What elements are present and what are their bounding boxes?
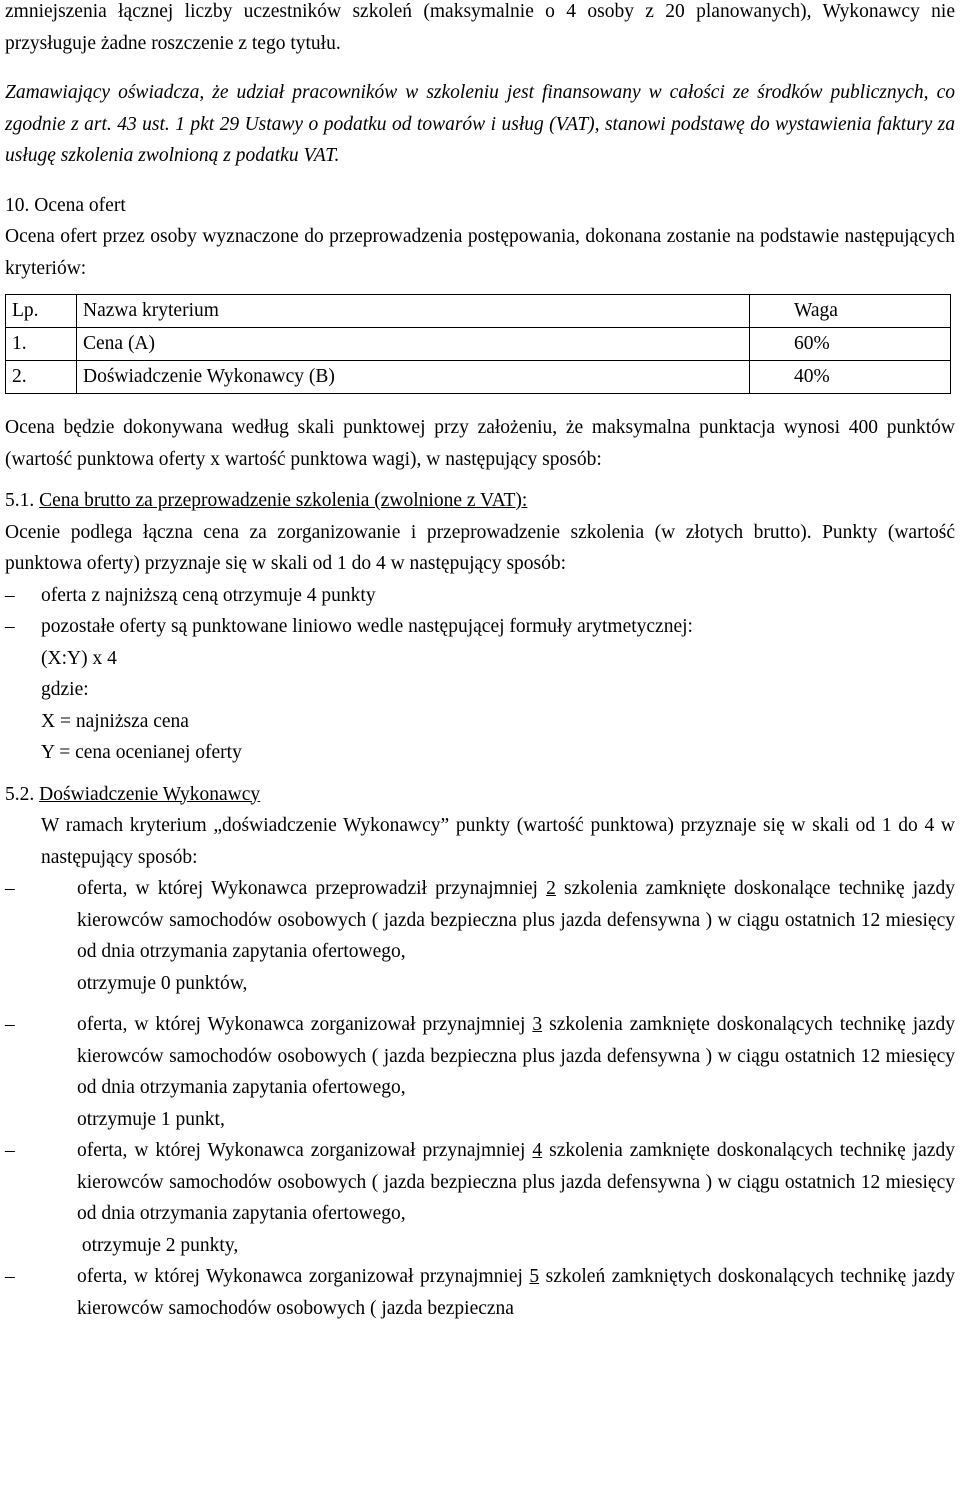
table-cell: 40% — [750, 361, 951, 394]
paragraph-criteria-intro: Ocena ofert przez osoby wyznaczone do przeprowadzenia postępowania, dokonana zostanie na podstawie następujących kryteriów: — [5, 226, 955, 279]
list-item — [5, 611, 955, 643]
list-item-result: otrzymuje 0 punktów, — [77, 972, 248, 994]
list-item — [5, 1009, 955, 1135]
dash-bullet: – — [5, 1014, 15, 1035]
table-header-cell: Lp. — [6, 295, 77, 328]
section-heading-ocena-ofert: 10. Ocena ofert — [5, 194, 126, 216]
list-item-text: oferta z najniższą ceną otrzymuje 4 punkty — [41, 584, 376, 606]
paragraph-scoring: Ocena będzie dokonywana według skali punktowej przy założeniu, że maksymalna punktacja wynosi 400 punktów (wartość punktowa oferty x wartość punktowa wagi), w następujący sposób: — [5, 417, 955, 470]
paragraph-price-rules: Ocenie podlega łączna cena za zorganizowanie i przeprowadzenie szkolenia (w złotych brutto). Punkty (wartość punktowa oferty) przyznaje się w skali od 1 do 4 w następujący sposób: — [5, 521, 955, 574]
count-value: 5 — [529, 1266, 540, 1287]
table-header-cell: Nazwa kryterium — [77, 295, 750, 328]
table-row — [6, 328, 951, 361]
dash-bullet: – — [5, 584, 15, 606]
list-item-text: oferta, w której Wykonawca zorganizował przynajmniej 4 szkolenia zamknięte doskonalących technikę jazdy kierowców samochodów osobowych ( jazda bezpieczna plus jazda defensywna ) w ciągu ostatnich 12 miesięcy od dnia otrzymania zapytania ofertowego, — [77, 1140, 955, 1224]
formula-line: Y = cena ocenianej oferty — [41, 742, 242, 763]
count-value: 4 — [532, 1140, 543, 1161]
subsection-number: 5.2. — [5, 783, 35, 805]
list-item-text: oferta, w której Wykonawca zorganizował przynajmniej 3 szkolenia zamknięte doskonalących technikę jazdy kierowców samochodów osobowych ( jazda bezpieczna plus jazda defensywna ) w ciągu ostatnich 12 miesięcy od dnia otrzymania zapytania ofertowego, — [77, 1014, 955, 1098]
formula-line: gdzie: — [41, 679, 89, 700]
subsection-heading-price — [5, 485, 955, 517]
list-item-text: oferta, w której Wykonawca przeprowadził przynajmniej 2 szkolenia zamknięte doskonalące technikę jazdy kierowców samochodów osobowych ( jazda bezpieczna plus jazda defensywna ) w ciągu ostatnich 12 miesięcy od dnia otrzymania zapytania ofertowego, — [77, 878, 955, 962]
count-value: 3 — [532, 1014, 543, 1035]
subsection-title: Cena brutto za przeprowadzenie szkolenia (zwolnione z VAT): — [39, 490, 528, 511]
experience-block — [5, 810, 955, 873]
list-item — [5, 580, 955, 612]
list-item-result: otrzymuje 1 punkt, — [77, 1108, 225, 1130]
paragraph-vat: Zamawiający oświadcza, że udział pracowników w szkoleniu jest finansowany w całości ze środków publicznych, co zgodnie z art. 43 ust. 1 pkt 29 Ustawy o podatku od towarów i usług (VAT), stanowi podstawę do wystawienia faktury za usługę szkolenia zwolnioną z podatku VAT. — [5, 82, 955, 166]
formula-block — [5, 643, 955, 769]
paragraph-participants: zmniejszenia łącznej liczby uczestników szkoleń (maksymalnie o 4 osoby z 20 planowanych), Wykonawcy nie przysługuje żadne roszczenie z tego tytułu. — [5, 1, 955, 54]
formula-line: X = najniższa cena — [41, 710, 189, 732]
dash-bullet: – — [5, 1266, 15, 1287]
dash-bullet: – — [5, 1140, 15, 1161]
dash-bullet: – — [5, 616, 15, 637]
experience-list — [5, 873, 955, 1324]
table-header-cell: Waga — [750, 295, 951, 328]
dash-bullet: – — [5, 878, 15, 899]
table-row — [6, 361, 951, 394]
list-item-text: oferta, w której Wykonawca zorganizował przynajmniej 5 szkoleń zamkniętych doskonalących technikę jazdy kierowców samochodów osobowych ( jazda bezpieczna — [77, 1266, 955, 1319]
list-item — [5, 1261, 955, 1324]
document-page — [5, 0, 955, 1324]
paragraph-experience-rules: W ramach kryterium „doświadczenie Wykonawcy” punkty (wartość punktowa) przyznaje się w skali od 1 do 4 w następujący sposób: — [41, 815, 955, 868]
table-cell: 60% — [750, 328, 951, 361]
count-value: 2 — [546, 878, 556, 899]
criteria-table — [5, 294, 951, 394]
list-item — [5, 1135, 955, 1261]
table-cell: Cena (A) — [77, 328, 750, 361]
list-item — [5, 873, 955, 999]
table-cell: Doświadczenie Wykonawcy (B) — [77, 361, 750, 394]
table-cell: 2. — [6, 361, 77, 394]
table-header-row — [6, 295, 951, 328]
list-item-text: pozostałe oferty są punktowane liniowo wedle następującej formuły arytmetycznej: — [41, 616, 693, 637]
subsection-number: 5.1. — [5, 490, 35, 511]
formula-line: (X:Y) x 4 — [41, 647, 117, 669]
table-cell: 1. — [6, 328, 77, 361]
subsection-heading-experience — [5, 779, 955, 811]
list-item-result: otrzymuje 2 punkty, — [77, 1234, 239, 1256]
subsection-title: Doświadczenie Wykonawcy — [39, 783, 261, 805]
